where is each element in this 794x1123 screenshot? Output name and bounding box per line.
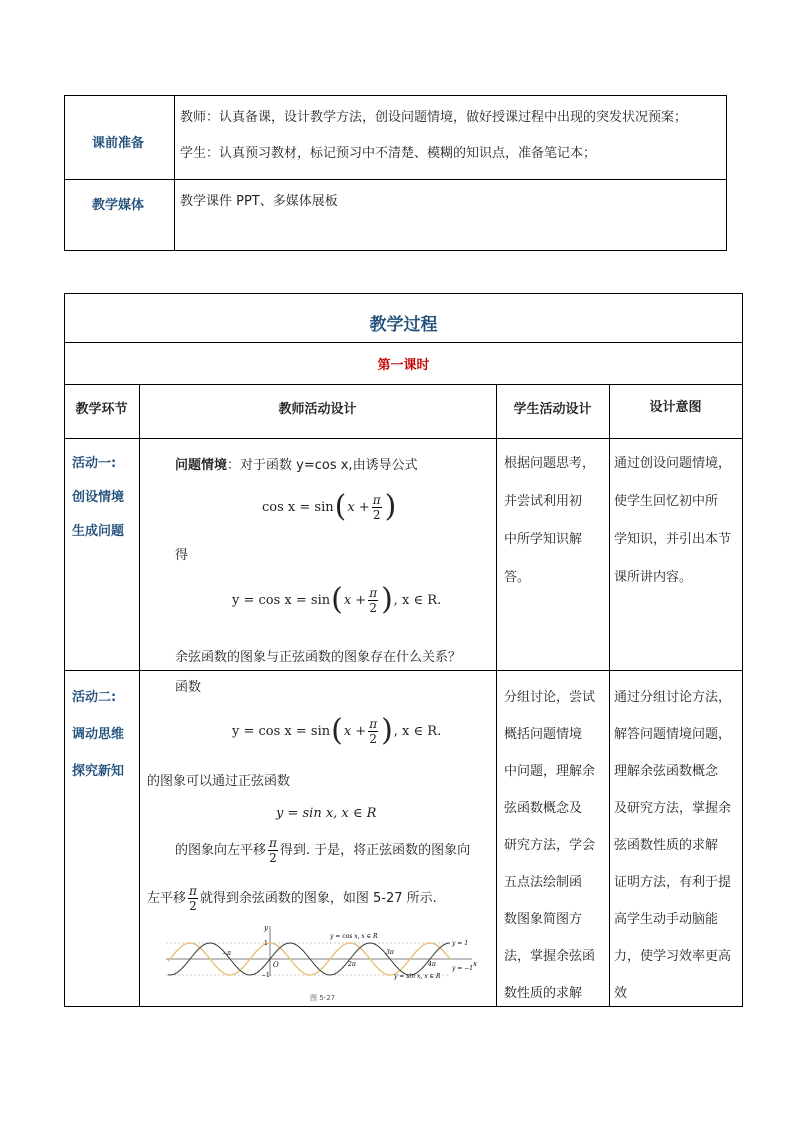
student-line: 数性质的求解: [504, 986, 583, 1001]
shift-sentence-2: [147, 884, 437, 913]
figure-5-27: [160, 922, 480, 1004]
y-axis-label: y: [264, 924, 268, 932]
intent-line: 证明方法，有利于提: [614, 875, 732, 890]
formula-cos-sin-2: y = cos x = sin ( x + $\frac{\pi}{2}$ ) , x ∈ R.: [232, 582, 442, 617]
student-line: 概括问题情境: [504, 727, 583, 742]
two-symbol: 2: [372, 507, 381, 522]
tick-mone: −1: [261, 972, 270, 979]
two-symbol: 2: [369, 600, 377, 615]
student-line: 中所学知识解: [504, 532, 583, 547]
tick-two-pi: 2π: [348, 961, 356, 968]
y1-label: y = 1: [452, 940, 469, 947]
ym1-label: y = −1: [452, 965, 474, 972]
intent-line: 及研究方法，掌握余: [614, 801, 732, 816]
media-label: 教学媒体: [92, 198, 145, 213]
tick-one: 1: [264, 940, 268, 947]
formula-cos-sin-1: cos x = sin ( x + $\frac{\pi}{2}$ ): [262, 489, 397, 524]
sin-formula-text: y = sin x, x ∈ R: [276, 806, 377, 821]
header-student: 学生活动设计: [513, 402, 592, 417]
pi-symbol: π: [369, 716, 378, 731]
intent-line: 效: [614, 986, 628, 1001]
formula-cos-sin-3: y = cos x = sin ( x + $\frac{\pi}{2}$ ) , x ∈ R.: [232, 713, 442, 748]
pi-symbol: π: [269, 836, 277, 850]
header-teacher: 教师活动设计: [278, 402, 357, 417]
sin-label: y = sin x, x ∈ R: [394, 973, 441, 980]
student-prep-text: 学生：认真预习教材，标记预习中不清楚、模糊的知识点，准备笔记本；: [180, 146, 597, 161]
intent-line: 通过创设问题情境，: [614, 456, 732, 471]
process-title: 教学过程: [369, 315, 438, 335]
activity1-label-line: 创设情境: [72, 490, 125, 505]
intent-line: 理解余弦函数概念: [614, 764, 719, 779]
intent-line: 课所讲内容。: [614, 570, 693, 585]
tick-neg-pi: −π: [222, 950, 231, 957]
teacher-prep-text: 教师：认真备课，设计教学方法，创设问题情境，做好授课过程中出现的突发状况预案；: [180, 110, 688, 125]
activity1-question: 余弦函数的图象与正弦函数的图象存在什么关系？: [175, 650, 462, 665]
formula-left: y = cos x = sin: [232, 592, 331, 608]
intent-line: 通过分组讨论方法，: [614, 690, 732, 705]
media-text: 教学课件 PPT、多媒体展板: [180, 194, 338, 209]
pi-symbol: π: [369, 585, 378, 600]
shift-text: 得到. 于是，将正弦函数的图象向: [279, 842, 471, 858]
pi-symbol: π: [189, 884, 197, 898]
student-line: 法，掌握余弦函: [504, 949, 596, 964]
tick-four-pi: 4π: [428, 961, 436, 968]
student-line: 数图象简图方: [504, 912, 583, 927]
function-word: 函数: [175, 680, 202, 695]
formula-right: , x ∈ R.: [393, 592, 442, 608]
pi-symbol: π: [372, 492, 381, 507]
student-line: 分组讨论，尝试: [504, 690, 596, 705]
shift-text: 左平移: [147, 890, 187, 906]
graph-sentence: 的图象可以通过正弦函数: [147, 774, 291, 789]
two-symbol: 2: [189, 899, 197, 913]
activity2-label-line: 活动二:: [72, 690, 117, 705]
shift-text: 就得到余弦函数的图象，如图 5-27 所示.: [199, 890, 437, 906]
student-line: 并尝试利用初: [504, 494, 583, 509]
shift-sentence-1: [175, 836, 470, 865]
student-line: 研究方法，学会: [504, 838, 596, 853]
two-symbol: 2: [269, 851, 277, 865]
got-text: 得: [175, 548, 189, 563]
student-line: 弦函数概念及: [504, 801, 583, 816]
formula-plus: x +: [343, 723, 367, 739]
problem-situation-text: ：对于函数 y=cos x,由诱导公式: [227, 458, 418, 473]
formula-left: y = cos x = sin: [232, 723, 331, 739]
student-line: 根据问题思考，: [504, 456, 596, 471]
student-line: 五点法绘制函: [504, 875, 583, 890]
intent-line: 使学生回忆初中所: [614, 494, 719, 509]
formula-left: cos x = sin: [262, 499, 334, 515]
student-line: 中问题，理解余: [504, 764, 596, 779]
prep-label: 课前准备: [92, 136, 145, 151]
x-axis-label: x: [473, 960, 477, 968]
student-line: 答。: [504, 570, 531, 585]
cos-label: y = cos x, x ∈ R: [330, 933, 378, 940]
activity1-label-line: 活动一:: [72, 456, 117, 471]
activity2-label-line: 探究新知: [72, 764, 125, 779]
intent-line: 力，使学习效率更高: [614, 949, 732, 964]
problem-situation-label: 问题情境: [175, 458, 228, 473]
activity2-label-line: 调动思维: [72, 727, 125, 742]
activity1-label-line: 生成问题: [72, 524, 125, 539]
activity1-intro: [175, 458, 418, 474]
formula-right: , x ∈ R.: [393, 723, 442, 739]
intent-line: 解答问题情境问题，: [614, 727, 732, 742]
intent-line: 弦函数性质的求解: [614, 838, 719, 853]
lesson-title: 第一课时: [377, 358, 430, 373]
origin-label: O: [273, 961, 279, 969]
intent-line: 高学生动手动脑能: [614, 912, 719, 927]
formula-plus: x +: [347, 499, 370, 515]
sin-formula: [276, 806, 376, 821]
tick-three-pi: 3π: [386, 949, 394, 956]
formula-plus: x +: [343, 592, 367, 608]
figure-caption: 图 5-27: [310, 994, 336, 1002]
two-symbol: 2: [369, 731, 377, 746]
shift-text: 的图象向左平移: [175, 842, 267, 858]
header-stage: 教学环节: [75, 402, 128, 417]
intent-line: 学知识，并引出本节: [614, 532, 732, 547]
header-intent: 设计意图: [649, 400, 702, 415]
